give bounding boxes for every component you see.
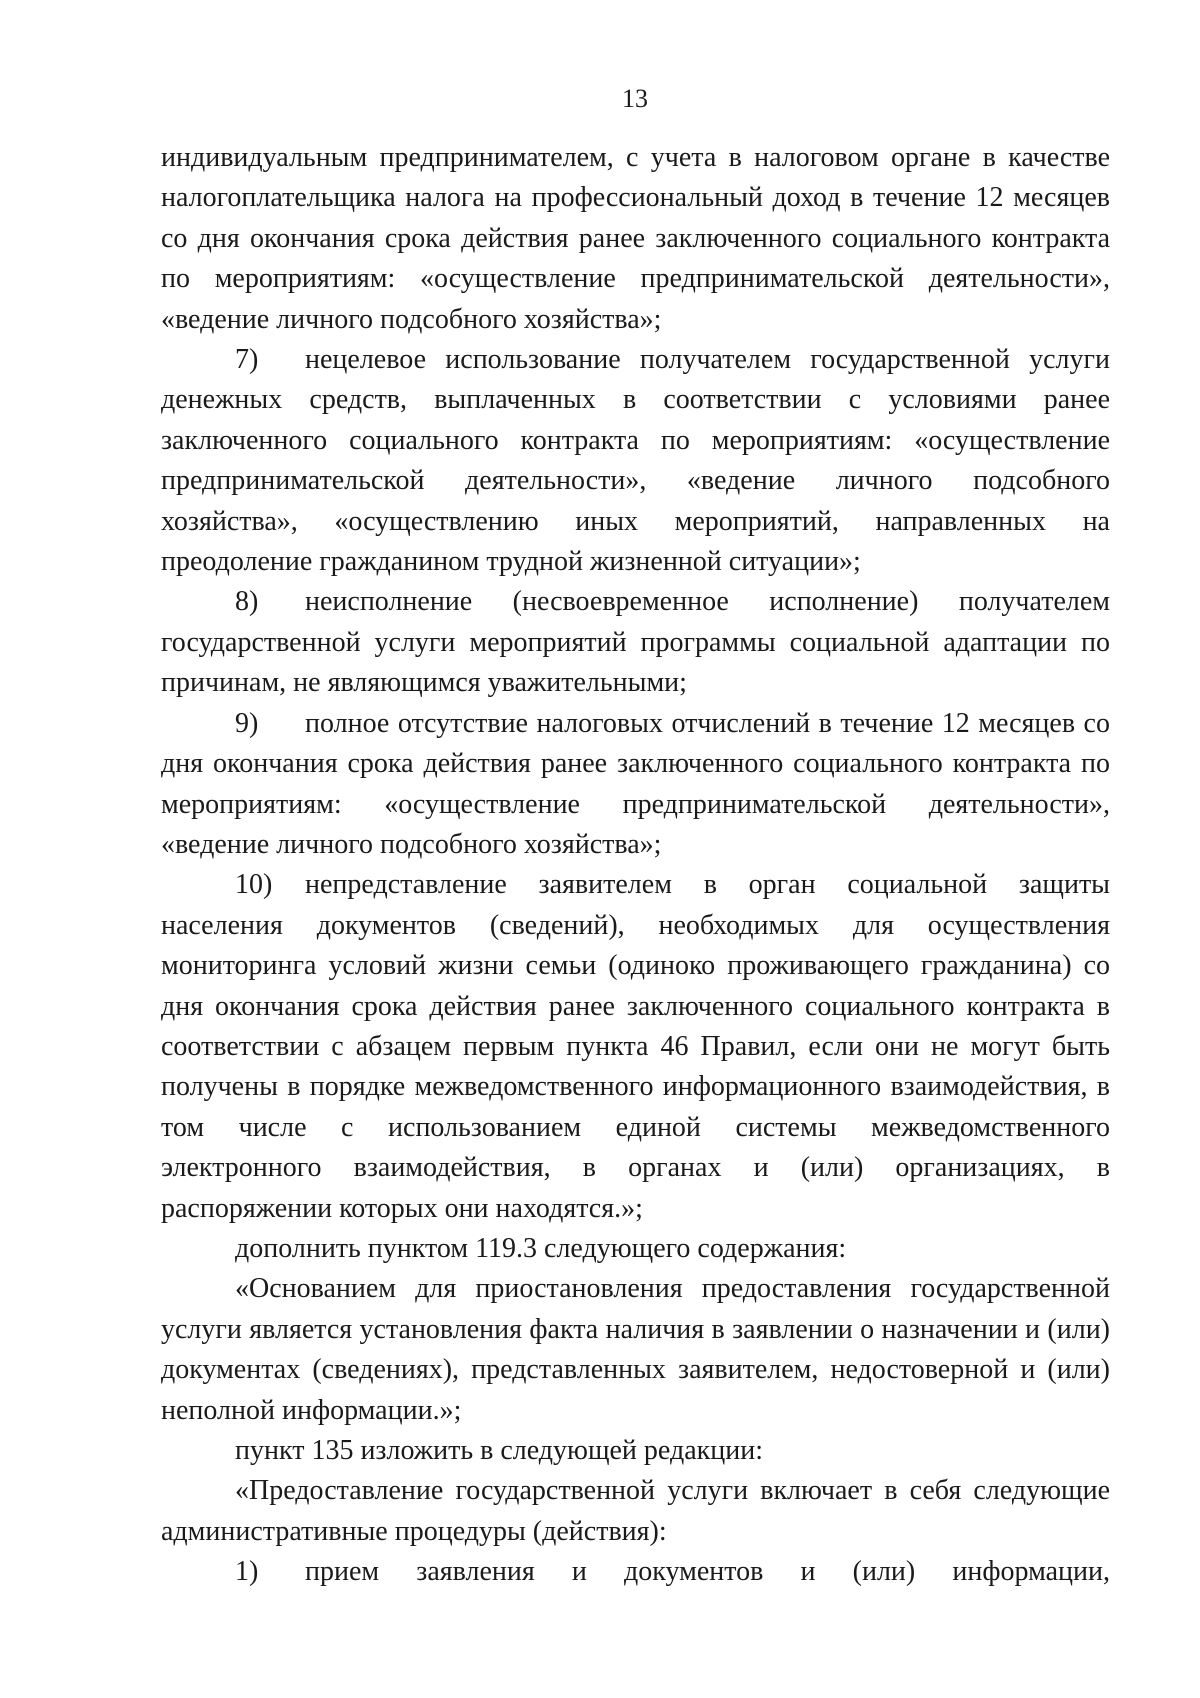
paragraph-text: «Основанием для приостановления предоставления государственной услуги является установления факта наличия в заявлении о назначении и (или) документах (сведениях), представленных заявителем, недостоверной и (или) неполной информации.»; (161, 1273, 1110, 1426)
paragraph-continuation (161, 138, 1110, 340)
list-item-text: прием заявления и документов и (или) информации, (305, 1556, 1110, 1588)
paragraph-text: «Предоставление государственной услуги включает в себя следующие административные процедуры (действия): (161, 1475, 1110, 1547)
list-item-number: 8) (235, 586, 259, 618)
list-item-text: непредставление заявителем в орган социальной защиты населения документов (сведений), необходимых для осуществления мониторинга условий жизни семьи (одиноко проживающего гражданина) со дня окончания срока действия ранее заключенного социального контракта в соответствии с абзацем первым пункта 46 Правил, если они не могут быть получены в порядке межведомственного информационного взаимодействия, в том числе с использованием единой системы межведомственного электронного взаимодействия, в органах и (или) организациях, в распоряжении которых они находятся.»; (161, 869, 1110, 1224)
list-item-number: 9) (235, 707, 259, 739)
document-body (161, 138, 1110, 1593)
list-item-text: нецелевое использование получателем государственной услуги денежных средств, выплаченных в соответствии с условиями ранее заключенного социального контракта по мероприятиям: «осуществление предпринимательской деятельности», «ведение личного подсобного хозяйства», «осуществлению иных мероприятий, направленных на преодоление гражданином трудной жизненной ситуации»; (161, 344, 1110, 578)
amendment-text (161, 1471, 1110, 1552)
amendment-text (161, 1269, 1110, 1431)
list-item-number: 1) (235, 1556, 259, 1588)
paragraph-text: пункт 135 изложить в следующей редакции: (235, 1435, 763, 1466)
list-item-7 (161, 340, 1110, 582)
paragraph-text: индивидуальным предпринимателем, с учета в налоговом органе в качестве налогоплательщика налога на профессиональный доход в течение 12 месяцев со дня окончания срока действия ранее заключенного социального контракта по мероприятиям: «осуществление предпринимательской деятельности», «ведение личного подсобного хозяйства»; (161, 142, 1110, 335)
list-item-text: неисполнение (несвоевременное исполнение) получателем государственной услуги мероприятий программы социальной адаптации по причинам, не являющимся уважительными; (161, 586, 1110, 699)
list-item-9 (161, 704, 1110, 866)
amendment-instruction (161, 1431, 1110, 1471)
page-number: 13 (622, 84, 648, 113)
list-item-number: 10) (235, 869, 273, 901)
list-item-1 (161, 1552, 1110, 1592)
list-item-text: полное отсутствие налоговых отчислений в течение 12 месяцев со дня окончания срока действия ранее заключенного социального контракта по мероприятиям: «осуществление предпринимательской деятельности», «ведение личного подсобного хозяйства»; (161, 707, 1110, 860)
list-item-8 (161, 582, 1110, 703)
list-item-number: 7) (235, 344, 259, 376)
amendment-instruction (161, 1229, 1110, 1269)
list-item-10 (161, 865, 1110, 1229)
paragraph-text: дополнить пунктом 119.3 следующего содержания: (235, 1232, 847, 1264)
